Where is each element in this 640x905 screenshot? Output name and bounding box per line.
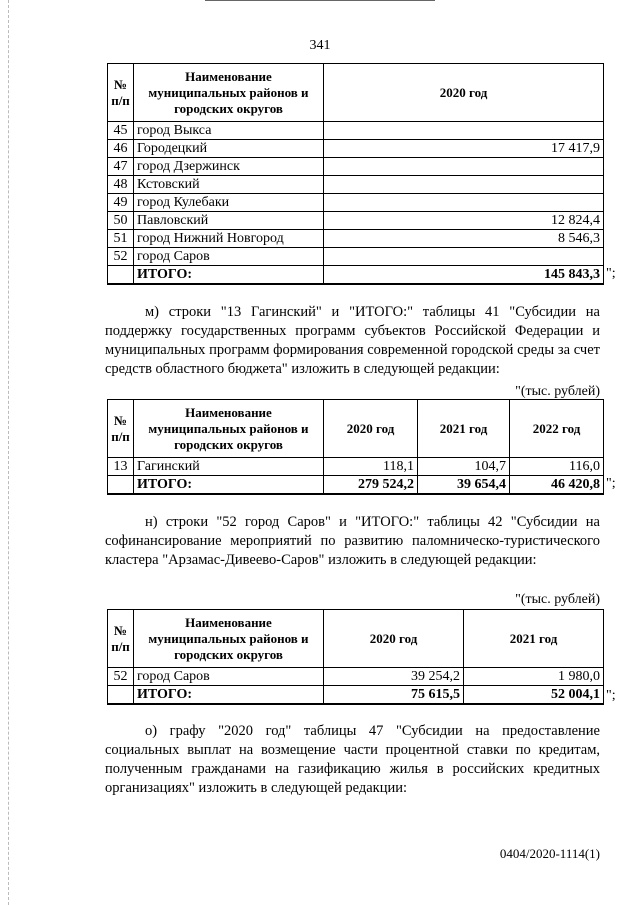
unit-label-1: "(тыс. рублей) <box>515 384 600 399</box>
col-header-number: № п/п <box>108 400 134 458</box>
row-number: 51 <box>108 230 134 248</box>
value-2020: 12 824,4 <box>324 212 604 230</box>
table-row <box>108 230 604 248</box>
total-number-cell <box>108 266 134 285</box>
table1-end-quote: "; <box>606 266 616 281</box>
row-number: 50 <box>108 212 134 230</box>
unit-label-2: "(тыс. рублей) <box>515 592 600 607</box>
value-2020 <box>324 194 604 212</box>
municipality-name: город Выкса <box>134 122 324 140</box>
total-number-cell <box>108 476 134 495</box>
table-row <box>108 176 604 194</box>
top-border-line <box>205 0 435 1</box>
value-2020 <box>324 158 604 176</box>
municipality-name: город Нижний Новгород <box>134 230 324 248</box>
total-row <box>108 476 604 495</box>
municipality-name: Павловский <box>134 212 324 230</box>
municipality-name: город Саров <box>134 668 324 686</box>
table-42-sarov <box>107 609 604 705</box>
table-row <box>108 194 604 212</box>
table-row <box>108 140 604 158</box>
total-label: ИТОГО: <box>134 476 324 495</box>
value-2020 <box>324 122 604 140</box>
value-2020: 39 254,2 <box>324 668 464 686</box>
value-2020 <box>324 176 604 194</box>
table-row <box>108 158 604 176</box>
table-41-excerpt-2020 <box>107 63 604 285</box>
value-2020 <box>324 248 604 266</box>
value-2020: 8 546,3 <box>324 230 604 248</box>
table-row <box>108 668 604 686</box>
value-2021: 104,7 <box>418 458 510 476</box>
total-value-2021: 52 004,1 <box>464 686 604 705</box>
total-number-cell <box>108 686 134 705</box>
row-number: 46 <box>108 140 134 158</box>
row-number: 48 <box>108 176 134 194</box>
municipality-name: город Саров <box>134 248 324 266</box>
page-number: 341 <box>309 38 331 53</box>
col-header-2020: 2020 год <box>324 400 418 458</box>
table-row <box>108 248 604 266</box>
municipality-name: Кстовский <box>134 176 324 194</box>
col-header-2020: 2020 год <box>324 64 604 122</box>
row-number: 13 <box>108 458 134 476</box>
col-header-2020: 2020 год <box>324 610 464 668</box>
table-row <box>108 122 604 140</box>
total-row <box>108 686 604 705</box>
table3-end-quote: "; <box>606 688 616 703</box>
col-header-2022: 2022 год <box>510 400 604 458</box>
municipality-name: город Дзержинск <box>134 158 324 176</box>
paragraph-m-text: м) строки "13 Гагинский" и "ИТОГО:" таблицы 41 "Субсидии на поддержку государственных программ субъектов Российской Федерации и муниципальных программ формирования современной городской среды за счет средств областного бюджета" изложить в следующей редакции: <box>105 304 600 377</box>
row-number: 52 <box>108 248 134 266</box>
total-value-2021: 39 654,4 <box>418 476 510 495</box>
row-number: 45 <box>108 122 134 140</box>
total-row <box>108 266 604 285</box>
value-2020: 118,1 <box>324 458 418 476</box>
col-header-municipality: Наименование муниципальных районов и городских округов <box>134 64 324 122</box>
table-41-gaginsky <box>107 399 604 495</box>
row-number: 52 <box>108 668 134 686</box>
municipality-name: город Кулебаки <box>134 194 324 212</box>
col-header-number: № п/п <box>108 610 134 668</box>
table-row <box>108 458 604 476</box>
document-code: 0404/2020-1114(1) <box>499 846 600 861</box>
total-value-2020: 75 615,5 <box>324 686 464 705</box>
total-value-2022: 46 420,8 <box>510 476 604 495</box>
col-header-municipality: Наименование муниципальных районов и городских округов <box>134 400 324 458</box>
col-header-2021: 2021 год <box>418 400 510 458</box>
total-label: ИТОГО: <box>134 266 324 285</box>
total-value-2020: 279 524,2 <box>324 476 418 495</box>
value-2021: 1 980,0 <box>464 668 604 686</box>
col-header-municipality: Наименование муниципальных районов и городских округов <box>134 610 324 668</box>
row-number: 49 <box>108 194 134 212</box>
scan-edge-line <box>8 0 9 905</box>
total-label: ИТОГО: <box>134 686 324 705</box>
table-row <box>108 212 604 230</box>
paragraph-o-text: о) графу "2020 год" таблицы 47 "Субсидии на предоставление социальных выплат на возмещение части процентной ставки по кредитам, полученным гражданами на газификацию жилья в российских кредитных организациях" изложить в следующей редакции: <box>105 723 600 796</box>
col-header-number: № п/п <box>108 64 134 122</box>
value-2020: 17 417,9 <box>324 140 604 158</box>
paragraph-n-text: н) строки "52 город Саров" и "ИТОГО:" таблицы 42 "Субсидии на софинансирование мероприятий по развитию паломническо-туристического кластера "Арзамас-Дивеево-Саров" изложить в следующей редакции: <box>105 514 600 568</box>
paragraph-n <box>105 513 600 570</box>
row-number: 47 <box>108 158 134 176</box>
municipality-name: Городецкий <box>134 140 324 158</box>
col-header-2021: 2021 год <box>464 610 604 668</box>
value-2022: 116,0 <box>510 458 604 476</box>
total-value-2020: 145 843,3 <box>324 266 604 285</box>
municipality-name: Гагинский <box>134 458 324 476</box>
paragraph-m <box>105 303 600 379</box>
paragraph-o <box>105 722 600 798</box>
table2-end-quote: "; <box>606 476 616 491</box>
